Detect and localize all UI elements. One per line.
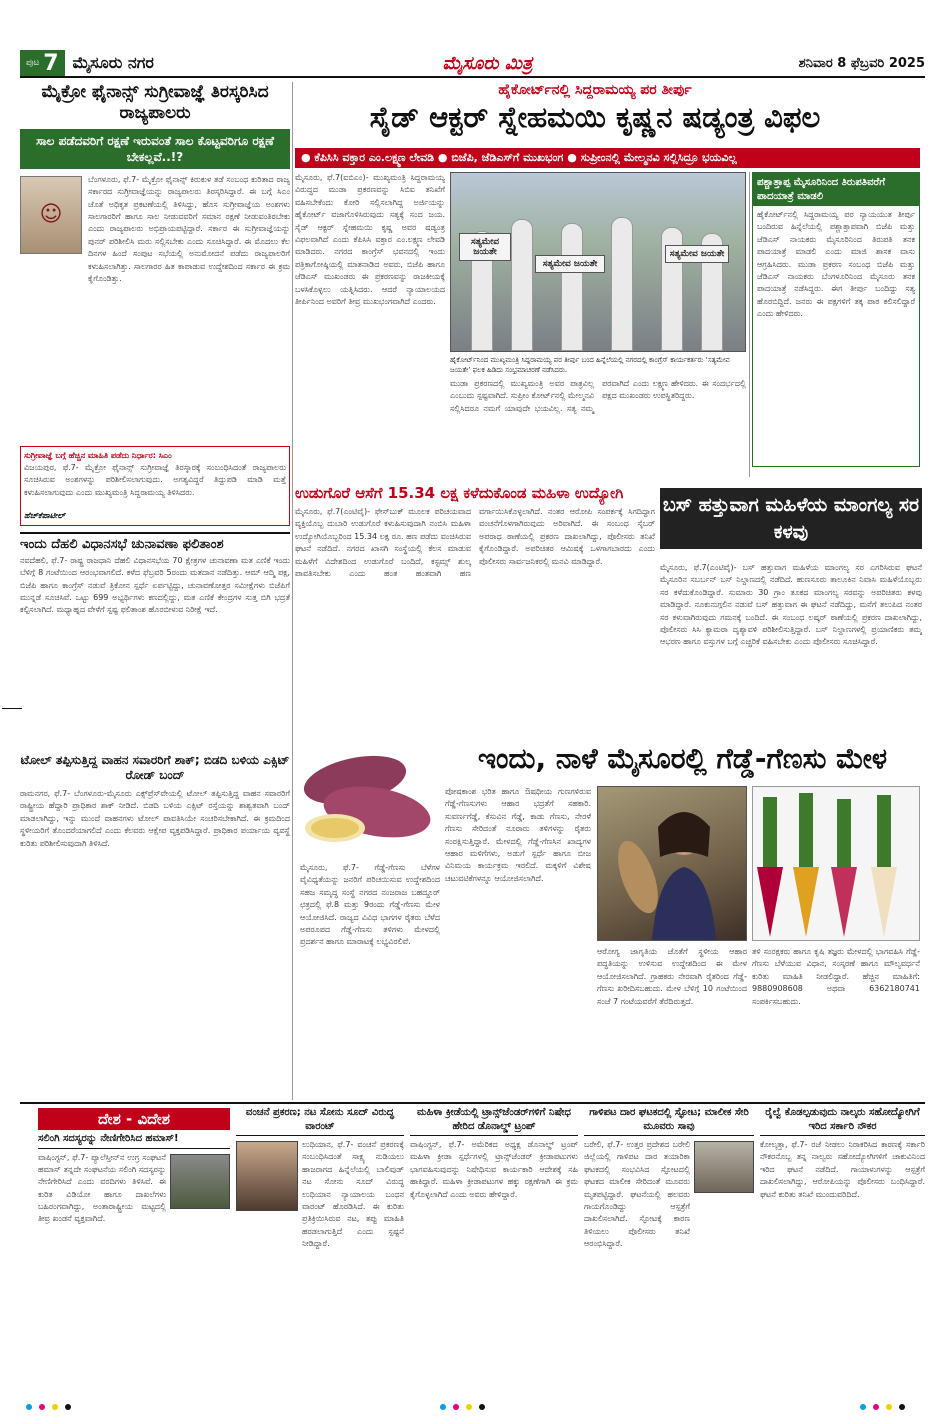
placard: ಸತ್ಯಮೇವ ಜಯತೇ [665, 245, 729, 263]
tuber-fair-column [300, 862, 440, 1094]
lead-kicker: ಹೈಕೋರ್ಟ್‌ನಲ್ಲಿ ಸಿದ್ದರಾಮಯ್ಯ ಪರ ತೀರ್ಪು [498, 82, 692, 98]
tuber-fair-body-2: ಪೋಷಕಾಂಶ ಭರಿತ ಹಾಗೂ ಔಷಧೀಯ ಗುಣಗಳಿರುವ ಗೆಡ್ಡೆ-ಗೆಣಸುಗಳು ಆಹಾರ ಭದ್ರತೆಗೆ ಸಹಕಾರಿ. ಸುವರ್ಣಗೆಡ್ಡೆ, ಕೆಸುವಿನ ಗೆಡ್ಡೆ, ಕಾಡು ಗೆಣಸು, ನೇರಳೆ ಗೆಣಸು ಸೇರಿದಂತೆ ನೂರಾರು ತಳಿಗಳನ್ನು ರೈತರು ಸಂರಕ್ಷಿಸುತ್ತಿದ್ದಾರೆ. ಮೇಳದಲ್ಲಿ ಗೆಡ್ಡೆ-ಗೆಣಸಿನ ಖಾದ್ಯಗಳ ಆಹಾರ ಮಳಿಗೆಗಳು, ಅಡುಗೆ ಸ್ಪರ್ಧೆ ಹಾಗೂ ಬೀಜ ವಿನಿಮಯ ಕಾರ್ಯಕ್ರಮ ಇರಲಿದೆ. ಮಕ್ಕಳಿಗೆ ವಿಶೇಷ ಚಟುವಟಿಕೆಗಳನ್ನೂ ಆಯೋಜಿಸಲಾಗಿದೆ. [445, 787, 591, 883]
chain-theft-body: ಮೈಸೂರು, ಫೆ.7(ಎಂಟಿವೈ)- ಬಸ್ ಹತ್ತುವಾಗ ಮಹಿಳೆಯ ಮಾಂಗಲ್ಯ ಸರ ಎಗರಿಸಿರುವ ಘಟನೆ ಮೈಸೂರಿನ ಸಬರ್ಬನ್ ಬಸ್ ನಿಲ್ದಾಣದಲ್ಲಿ ನಡೆದಿದೆ. ಹುಣಸೂರು ತಾಲೂಕಿನ ನಿವಾಸಿ ಮಹಿಳೆಯೊಬ್ಬರು ಸರ ಕಳೆದುಕೊಂಡಿದ್ದಾರೆ. ಸುಮಾರು 30 ಗ್ರಾಂ ತೂಕದ ಮಾಂಗಲ್ಯ ಸರವನ್ನು ಅಪರಿಚಿತರು ಕಳವು ಮಾಡಿದ್ದಾರೆ. ನೂಕುನುಗ್ಗಲಿನ ನಡುವೆ ಬಸ್ ಹತ್ತುವಾಗ ಈ ಘಟನೆ ನಡೆದಿದ್ದು, ಮನೆಗೆ ತಲುಪಿದ ನಂತರ ಸರ ಕಳುವಾಗಿರುವುದು ಗಮನಕ್ಕೆ ಬಂದಿದೆ. ಈ ಸಂಬಂಧ ಲಷ್ಕರ್ ಠಾಣೆಯಲ್ಲಿ ಪ್ರಕರಣ ದಾಖಲಾಗಿದ್ದು, ಪೊಲೀಸರು ಸಿಸಿ ಕ್ಯಾಮರಾ ದೃಶ್ಯಾವಳಿ ಪರಿಶೀಲಿಸುತ್ತಿದ್ದಾರೆ. ಬಸ್ ನಿಲ್ದಾಣಗಳಲ್ಲಿ ಪ್ರಯಾಣಿಕರು ತಮ್ಮ ಆಭರಣ ಹಾಗೂ ವಸ್ತುಗಳ ಬಗ್ಗೆ ಎಚ್ಚರಿಕೆ ವಹಿಸಬೇಕು ಎಂದು ಪೊಲೀಸರು ಸೂಚಿಸಿದ್ದಾರೆ. [660, 563, 922, 647]
black-dot [65, 1404, 71, 1410]
black-dot [479, 1404, 485, 1410]
blast-body: ಬರೇಲಿ, ಫೆ.7- ಉತ್ತರ ಪ್ರದೇಶದ ಬರೇಲಿ ಜಿಲ್ಲೆಯಲ್ಲಿ ಗಾಳಿಪಟ ದಾರ ತಯಾರಿಕಾ ಘಟಕದಲ್ಲಿ ಸಂಭವಿಸಿದ ಸ್ಫೋಟದಲ್ಲಿ ಘಟಕದ ಮಾಲೀಕ ಸೇರಿದಂತೆ ಮೂವರು ಮೃತಪಟ್ಟಿದ್ದಾರೆ. ಘಟನೆಯಲ್ಲಿ ಹಲವರು ಗಾಯಗೊಂಡಿದ್ದು ಆಸ್ಪತ್ರೆಗೆ ದಾಖಲಿಸಲಾಗಿದೆ. ಸ್ಫೋಟಕ್ಕೆ ಕಾರಣ ತಿಳಿಯಲು ಪೊಲೀಸರು ತನಿಖೆ ಆರಂಭಿಸಿದ್ದಾರೆ. [584, 1140, 690, 1249]
stabbing-body: ಕೋಲ್ಕತ್ತಾ, ಫೆ.7- ರಜೆ ನೀಡಲು ನಿರಾಕರಿಸಿದ ಕಾರಣಕ್ಕೆ ಸರ್ಕಾರಿ ನೌಕರನೊಬ್ಬ ತನ್ನ ನಾಲ್ವರು ಸಹೋದ್ಯೋಗಿಗಳಿಗೆ ಚಾಕುವಿನಿಂದ ಇರಿದ ಘಟನೆ ನಡೆದಿದೆ. ಗಾಯಾಳುಗಳನ್ನು ಆಸ್ಪತ್ರೆಗೆ ದಾಖಲಿಸಲಾಗಿದ್ದು, ಆರೋಪಿಯನ್ನು ಪೊಲೀಸರು ಬಂಧಿಸಿದ್ದಾರೆ. ಘಟನೆ ಕುರಿತು ತನಿಖೆ ಮುಂದುವರಿದಿದೆ. [760, 1140, 925, 1199]
left-column [20, 82, 290, 994]
beetroot-photo [752, 786, 920, 941]
protest-photo [450, 172, 746, 352]
section-name: ಮೈಸೂರು ನಗರ [72, 53, 154, 72]
padayatra-body: ಹೈಕೋರ್ಟ್‌ನಲ್ಲಿ ಸಿದ್ದರಾಮಯ್ಯ ಪರ ನ್ಯಾಯಯುತ ತೀರ್ಪು ಬಂದಿರುವ ಹಿನ್ನೆಲೆಯಲ್ಲಿ ಪಶ್ಚಾತ್ತಾಪವಾಗಿ ಬಿಜೆಪಿ ಮತ್ತು ಜೆಡಿಎಸ್ ನಾಯಕರು ಮೈಸೂರಿನಿಂದ ತಿರುಪತಿ ತನಕ ಪಾದಯಾತ್ರೆ ಮಾಡಲಿ ಎಂದು ಮಾಜಿ ಶಾಸಕ ವಾಸು ಆಗ್ರಹಿಸಿದರು. ಮುಡಾ ಪ್ರಕರಣ ಸಂಬಂಧ ಬಿಜೆಪಿ ಮತ್ತು ಜೆಡಿಎಸ್ ನಾಯಕರು ಬೆಂಗಳೂರಿನಿಂದ ಮೈಸೂರು ತನಕ ಪಾದಯಾತ್ರೆ ನಡೆಸಿದ್ದರು. ಈಗ ತೀರ್ಪು ಬಂದಿದ್ದು ಸತ್ಯ ಹೊರಬಿದ್ದಿದೆ. ಜನರು ಈ ಪಕ್ಷಗಳಿಗೆ ತಕ್ಕ ಪಾಠ ಕಲಿಸಲಿದ್ದಾರೆ ಎಂದು ಹೇಳಿದರು. [757, 210, 915, 319]
fraud-headline: ಉಡುಗೊರೆ ಆಸೆಗೆ 15.34 ಲಕ್ಷ ಕಳೆದುಕೊಂಡ ಮಹಿಳಾ ಉದ್ಯೋಗಿ [295, 484, 624, 502]
cm-reaction-head: ಸುಗ್ರೀವಾಜ್ಞೆ ಬಗ್ಗೆ ಹೆಚ್ಚಿನ ಮಾಹಿತಿ ಪಡೆದು ನಿರ್ಧಾರ: ಸಿಎಂ [24, 450, 172, 460]
photo-person [561, 223, 583, 351]
column-divider [292, 82, 293, 1100]
page-header [20, 50, 925, 78]
lead-strapline: ● ಕೆಪಿಸಿಸಿ ವಕ್ತಾರ ಎಂ.ಲಕ್ಷ್ಮಣ ಲೇವಡಿ ● ಬಿಜೆಪಿ, ಜೆಡಿಎಸ್‌ಗೆ ಮುಖಭಂಗ ● ಸುಪ್ರೀಂನಲ್ಲಿ ಮೇಲ್ಮನವಿ ಸಲ್ಲಿಸಿದ್ರೂ ಭಯವಿಲ್ಲ [295, 148, 920, 168]
sonu-sood-story [236, 1106, 404, 1379]
tuber-fair-column [597, 946, 747, 1096]
page-number-box [20, 50, 65, 76]
masthead: ಮೈಸೂರು ಮಿತ್ರ [442, 52, 533, 74]
cm-reaction-box [20, 446, 290, 526]
micro-finance-story [20, 174, 290, 442]
magenta-dot [873, 1404, 879, 1410]
registration-dots-right [860, 1404, 905, 1410]
cyan-dot [26, 1404, 32, 1410]
registration-dots-center [440, 1404, 485, 1410]
cyan-dot [440, 1404, 446, 1410]
yellow-dot [886, 1404, 892, 1410]
lead-body: ಮೈಸೂರು, ಫೆ.7(ಐಬಿಎಂ)- ಮುಖ್ಯಮಂತ್ರಿ ಸಿದ್ದರಾಮಯ್ಯ ವಿರುದ್ಧದ ಮುಡಾ ಪ್ರಕರಣವನ್ನು ಸಿಬಿಐ ತನಿಖೆಗೆ ವಹಿಸಬೇಕೆಂದು ಕೋರಿ ಸಲ್ಲಿಸಲಾಗಿದ್ದ ಅರ್ಜಿಯನ್ನು ಹೈಕೋರ್ಟ್ ವಜಾಗೊಳಿಸಿರುವುದು ಸತ್ಯಕ್ಕೆ ಸಂದ ಜಯ. ಸೈಡ್ ಆಕ್ಟರ್ ಸ್ನೇಹಮಯಿ ಕೃಷ್ಣ ಅವರ ಷಡ್ಯಂತ್ರ ವಿಫಲವಾಗಿದೆ ಎಂದು ಕೆಪಿಸಿಸಿ ವಕ್ತಾರ ಎಂ.ಲಕ್ಷ್ಮಣ ಲೇವಡಿ ಮಾಡಿದರು. ನಗರದ ಕಾಂಗ್ರೆಸ್ ಭವನದಲ್ಲಿ ಇಂದು ಪತ್ರಿಕಾಗೋಷ್ಠಿಯಲ್ಲಿ ಮಾತನಾಡಿದ ಅವರು, ಬಿಜೆಪಿ ಹಾಗೂ ಜೆಡಿಎಸ್ ಮುಖಂಡರು ಈ ಪ್ರಕರಣವನ್ನು ರಾಜಕೀಯಕ್ಕೆ ಬಳಸಿಕೊಳ್ಳಲು ಯತ್ನಿಸಿದರು. ಆದರೆ ನ್ಯಾಯಾಲಯದ ತೀರ್ಪಿನಿಂದ ಅವರಿಗೆ ತೀವ್ರ ಮುಖಭಂಗವಾಗಿದೆ ಎಂದರು. [295, 173, 445, 306]
black-dot [899, 1404, 905, 1410]
padayatra-headline: ಪಶ್ಚಾತ್ತಾಪ್ಪ ಮೈಸೂರಿನಿಂದ ತಿರುಪತಿವರೆಗೆ ಪಾದಯಾತ್ರೆ ಮಾಡಲಿ [753, 173, 919, 206]
placard: ಸತ್ಯಮೇವ ಜಯತೇ [535, 255, 605, 273]
tuber-fair-column [445, 786, 591, 1096]
column-divider [749, 172, 750, 477]
sonu-sood-body: ಲುಧಿಯಾನ, ಫೆ.7- ವಂಚನೆ ಪ್ರಕರಣಕ್ಕೆ ಸಂಬಂಧಿಸಿದಂತೆ ಸಾಕ್ಷ್ಯ ನುಡಿಯಲು ಹಾಜರಾಗದ ಹಿನ್ನೆಲೆಯಲ್ಲಿ ಬಾಲಿವುಡ್ ನಟ ಸೋನು ಸೂದ್ ವಿರುದ್ಧ ಲುಧಿಯಾನ ನ್ಯಾಯಾಲಯ ಬಂಧನ ವಾರಂಟ್ ಹೊರಡಿಸಿದೆ. ಈ ಕುರಿತು ಪ್ರತಿಕ್ರಿಯಿಸಿರುವ ನಟ, ತಪ್ಪು ಮಾಹಿತಿ ಹರಡಲಾಗುತ್ತಿದೆ ಎಂದು ಸ್ಪಷ್ಟನೆ ನೀಡಿದ್ದಾರೆ. [302, 1140, 404, 1249]
yellow-dot [466, 1404, 472, 1410]
lead-continuation [450, 378, 746, 478]
woman-with-tuber-photo [597, 786, 747, 941]
lead-headline: ಸೈಡ್ ಆಕ್ಟರ್ ಸ್ನೇಹಮಯಿ ಕೃಷ್ಣನ ಷಡ್ಯಂತ್ರ ವಿಫಲ [369, 100, 821, 134]
hamas-body: ವಾಷಿಂಗ್ಟನ್, ಫೆ.7- ಪ್ಯಾಲೆಸ್ತೀನ್‌ನ ಉಗ್ರ ಸಂಘಟನೆ ಹಮಾಸ್ ತನ್ನದೇ ಸಂಘಟನೆಯ ಸಲಿಂಗಿ ಸದಸ್ಯರನ್ನು ನೇಣಿಗೇರಿಸಿದೆ ಎಂದು ವರದಿಗಳು ತಿಳಿಸಿವೆ. ಈ ಕುರಿತ ವಿಡಿಯೋ ಹಾಗೂ ದಾಖಲೆಗಳು ಬಹಿರಂಗವಾಗಿದ್ದು, ಅಂತಾರಾಷ್ಟ್ರೀಯ ಮಟ್ಟದಲ್ಲಿ ತೀವ್ರ ಖಂಡನೆ ವ್ಯಕ್ತವಾಗಿದೆ. [38, 1152, 166, 1224]
padayatra-sidebox [752, 172, 920, 467]
section-rule [20, 1102, 925, 1104]
delhi-results-body: ನವದೆಹಲಿ, ಫೆ.7- ರಾಷ್ಟ್ರ ರಾಜಧಾನಿ ದೆಹಲಿ ವಿಧಾನಸಭೆಯ 70 ಕ್ಷೇತ್ರಗಳ ಚುನಾವಣಾ ಮತ ಎಣಿಕೆ ಇಂದು ಬೆಳಿಗ್ಗೆ 8 ಗಂಟೆಯಿಂದ ಆರಂಭವಾಗಲಿದೆ. ಕಳೆದ ಫೆಬ್ರವರಿ 5ರಂದು ಮತದಾನ ನಡೆದಿತ್ತು. ಆಮ್ ಆದ್ಮಿ ಪಕ್ಷ, ಬಿಜೆಪಿ ಹಾಗೂ ಕಾಂಗ್ರೆಸ್ ನಡುವೆ ತ್ರಿಕೋನ ಸ್ಪರ್ಧೆ ಏರ್ಪಟ್ಟಿದ್ದು, ಚುನಾವಣೋತ್ತರ ಸಮೀಕ್ಷೆಗಳು ಬಿಜೆಪಿಗೆ ಮುನ್ನಡೆ ಸೂಚಿಸಿವೆ. ಒಟ್ಟು 699 ಅಭ್ಯರ್ಥಿಗಳು ಕಣದಲ್ಲಿದ್ದು, ಮತ ಎಣಿಕೆ ಕೇಂದ್ರಗಳ ಸುತ್ತ ಬಿಗಿ ಭದ್ರತೆ ಕಲ್ಪಿಸಲಾಗಿದೆ. ಮಧ್ಯಾಹ್ನದ ವೇಳೆಗೆ ಸ್ಪಷ್ಟ ಫಲಿತಾಂಶ ಹೊರಬೀಳುವ ನಿರೀಕ್ಷೆ ಇದೆ. [20, 555, 290, 615]
trump-body: ವಾಷಿಂಗ್ಟನ್, ಫೆ.7- ಅಮೆರಿಕದ ಅಧ್ಯಕ್ಷ ಡೊನಾಲ್ಡ್ ಟ್ರಂಪ್ ಮಹಿಳಾ ಕ್ರೀಡಾ ಸ್ಪರ್ಧೆಗಳಲ್ಲಿ ಟ್ರಾನ್ಸ್‌ಜೆಂಡರ್ ಕ್ರೀಡಾಪಟುಗಳು ಭಾಗವಹಿಸುವುದನ್ನು ನಿಷೇಧಿಸುವ ಕಾರ್ಯಕಾರಿ ಆದೇಶಕ್ಕೆ ಸಹಿ ಹಾಕಿದ್ದಾರೆ. ಮಹಿಳಾ ಕ್ರೀಡಾಪಟುಗಳ ಹಕ್ಕು ರಕ್ಷಣೆಗಾಗಿ ಈ ಕ್ರಮ ಕೈಗೊಳ್ಳಲಾಗಿದೆ ಎಂದು ಅವರು ಹೇಳಿದ್ದಾರೆ. [410, 1140, 578, 1199]
page-label: ಪುಟ [26, 58, 40, 68]
hamas-photo [170, 1154, 230, 1209]
tuber-fair-headline: ಇಂದು, ನಾಳೆ ಮೈಸೂರಲ್ಲಿ ಗೆಡ್ಡೆ-ಗೆಣಸು ಮೇಳ [477, 742, 888, 775]
toll-body: ರಾಮನಗರ, ಫೆ.7- ಬೆಂಗಳೂರು-ಮೈಸೂರು ಎಕ್ಸ್‌ಪ್ರೆಸ್‌ವೇಯಲ್ಲಿ ಟೋಲ್ ತಪ್ಪಿಸುತ್ತಿದ್ದ ವಾಹನ ಸವಾರರಿಗೆ ರಾಷ್ಟ್ರೀಯ ಹೆದ್ದಾರಿ ಪ್ರಾಧಿಕಾರ ಶಾಕ್ ನೀಡಿದೆ. ಬಿಡದಿ ಬಳಿಯ ಎಕ್ಸಿಟ್ ರಸ್ತೆಯನ್ನು ಶಾಶ್ವತವಾಗಿ ಬಂದ್ ಮಾಡಲಾಗಿದ್ದು, ಇನ್ನು ಮುಂದೆ ವಾಹನಗಳು ಟೋಲ್ ಪಾವತಿಸಿಯೇ ಸಂಚರಿಸಬೇಕಾಗಿದೆ. ಈ ಕ್ರಮದಿಂದ ಸ್ಥಳೀಯರಿಗೆ ತೊಂದರೆಯಾಗಲಿದೆ ಎಂದು ಕೆಲವರು ಆಕ್ಷೇಪ ವ್ಯಕ್ತಪಡಿಸಿದ್ದಾರೆ. ಪ್ರಾಧಿಕಾರ ಪರ್ಯಾಯ ವ್ಯವಸ್ಥೆ ಕುರಿತು ಪರಿಶೀಲಿಸುವುದಾಗಿ ತಿಳಿಸಿದೆ. [20, 789, 290, 848]
lead-continuation-body: ಮುಡಾ ಪ್ರಕರಣದಲ್ಲಿ ಮುಖ್ಯಮಂತ್ರಿ ಅವರ ಪಾತ್ರವಿಲ್ಲ ಎಂಬುದು ಸ್ಪಷ್ಟವಾಗಿದೆ. ಸುಪ್ರೀಂ ಕೋರ್ಟ್‌ನಲ್ಲಿ ಮೇಲ್ಮನವಿ ಸಲ್ಲಿಸಿದರೂ ನಮಗೆ ಯಾವುದೇ ಭಯವಿಲ್ಲ. ಸತ್ಯ ನಮ್ಮ ಪರವಾಗಿದೆ ಎಂದು ಲಕ್ಷ್ಮಣ ಹೇಳಿದರು. ಈ ಸಂದರ್ಭದಲ್ಲಿ ಪಕ್ಷದ ಮುಖಂಡರು ಉಪಸ್ಥಿತರಿದ್ದರು. [450, 379, 746, 413]
chain-theft-story [660, 562, 922, 734]
fraud-story [295, 506, 655, 732]
stabbing-story [760, 1106, 925, 1389]
trump-story [410, 1106, 578, 1389]
issue-date: ಶನಿವಾರ 8 ಫೆಬ್ರವರಿ 2025 [798, 55, 925, 71]
delhi-results-headline: ಇಂದು ದೆಹಲಿ ವಿಧಾನಸಭೆ ಚುನಾವಣಾ ಫಲಿತಾಂಶ [20, 532, 290, 552]
governor-photo: ☺ [20, 176, 82, 254]
blast-story [584, 1106, 754, 1389]
magenta-dot [39, 1404, 45, 1410]
micro-finance-body: ಬೆಂಗಳೂರು, ಫೆ.7- ಮೈಕ್ರೋ ಫೈನಾನ್ಸ್ ಕಿರುಕುಳ ತಡೆ ಸಂಬಂಧ ಕುರಿತಾದ ರಾಜ್ಯ ಸರ್ಕಾರದ ಸುಗ್ರೀವಾಜ್ಞೆಯನ್ನು ರಾಜ್ಯಪಾಲರು ತಿರಸ್ಕರಿಸಿದ್ದಾರೆ. ಈ ಬಗ್ಗೆ ಸಿಎಂ ಜೊತೆ ಅಧಿಕೃತ ಪ್ರಕಟಣೆಯಲ್ಲಿ ತಿಳಿಸಿದ್ದು, ಹೊಸ ಸುಗ್ರೀವಾಜ್ಞೆಯ ಅಂಶಗಳು ಸಾಲಗಾರರಿಗೆ ಹಾಗೂ ಸಾಲ ನೀಡುವವರಿಗೆ ಸಮಾನ ರಕ್ಷಣೆ ನೀಡುವಂತಿರಬೇಕು ಎಂದು ರಾಜ್ಯಪಾಲರು ಅಭಿಪ್ರಾಯಪಟ್ಟಿದ್ದಾರೆ. ಸರ್ಕಾರ ಈ ಸುಗ್ರೀವಾಜ್ಞೆಯನ್ನು ಪುನರ್ ಪರಿಶೀಲಿಸಿ ಮರು ಸಲ್ಲಿಸಬೇಕು ಎಂದು ಸೂಚಿಸಿದ್ದಾರೆ. ಈ ಮೊದಲು ಕೆಲ ದಿನಗಳ ಹಿಂದೆ ಸಂಪುಟ ಸಭೆಯಲ್ಲಿ ಅನುಮೋದನೆ ಪಡೆದು ರಾಜ್ಯಪಾಲರಿಗೆ ಕಳುಹಿಸಲಾಗಿತ್ತು. ಸಾಲಗಾರರ ಹಿತ ಕಾಪಾಡುವ ಉದ್ದೇಶದಿಂದ ಸರ್ಕಾರ ಈ ಕ್ರಮ ಕೈಗೊಂಡಿತ್ತು. [88, 174, 290, 283]
blast-photo [694, 1141, 754, 1193]
tuber-fair-body-1: ಮೈಸೂರು, ಫೆ.7- ಗೆಡ್ಡೆ-ಗೆಣಸು ಬೆಳೆಗಳ ವೈವಿಧ್ಯತೆಯನ್ನು ಜನರಿಗೆ ಪರಿಚಯಿಸುವ ಉದ್ದೇಶದಿಂದ ಸಹಜ ಸಮೃದ್ಧ ಸಂಸ್ಥೆ ನಗರದ ನಂಜರಾಜ ಬಹದ್ದೂರ್ ಛತ್ರದಲ್ಲಿ ಫೆ.8 ಮತ್ತು 9ರಂದು ಗೆಡ್ಡೆ-ಗೆಣಸು ಮೇಳ ಆಯೋಜಿಸಿದೆ. ರಾಜ್ಯದ ವಿವಿಧ ಭಾಗಗಳ ರೈತರು ಬೆಳೆದ ಅಪರೂಪದ ಗೆಡ್ಡೆ-ಗೆಣಸು ತಳಿಗಳು ಮೇಳದಲ್ಲಿ ಪ್ರದರ್ಶನ ಹಾಗೂ ಮಾರಾಟಕ್ಕೆ ಲಭ್ಯವಿರಲಿವೆ. [300, 863, 440, 947]
hamas-story [38, 1132, 230, 1372]
cm-reaction-body: ವಿಜಯಪುರ, ಫೆ.7- ಮೈಕ್ರೋ ಫೈನಾನ್ಸ್ ಸುಗ್ರೀವಾಜ್ಞೆ ತಿರಸ್ಕಾರಕ್ಕೆ ಸಂಬಂಧಿಸಿದಂತೆ ರಾಜ್ಯಪಾಲರು ಸೂಚಿಸಿರುವ ಅಂಶಗಳನ್ನು ಪರಿಶೀಲಿಸಲಾಗುವುದು. ಅಗತ್ಯವಿದ್ದರೆ ತಿದ್ದುಪಡಿ ಮಾಡಿ ಮತ್ತೆ ಕಳುಹಿಸಲಾಗುವುದು ಎಂದು ಮುಖ್ಯಮಂತ್ರಿ ಸಿದ್ದರಾಮಯ್ಯ ತಿಳಿಸಿದರು. [24, 462, 286, 497]
woman-with-tuber-drawing [598, 787, 746, 940]
credit-tag: ಹೆಚ್‌ಕೆಪಾಟೀಲ್ [24, 510, 66, 520]
beetroot-drawing [753, 787, 919, 940]
sonu-sood-photo [236, 1141, 298, 1211]
blast-headline: ಗಾಳಿಪಟ ದಾರ ಘಟಕದಲ್ಲಿ ಸ್ಫೋಟ; ಮಾಲೀಕ ಸೇರಿ ಮೂವರು ಸಾವು [584, 1106, 754, 1136]
sweet-potato-image [295, 740, 435, 850]
photo-person [611, 217, 633, 351]
trump-headline: ಮಹಿಳಾ ಕ್ರೀಡೆಯಲ್ಲಿ ಟ್ರಾನ್ಸ್‌ಜೆಂಡರ್‌ಗಳಿಗೆ ನಿಷೇಧ ಹೇರಿದ ಡೊನಾಲ್ಡ್ ಟ್ರಂಪ್ [410, 1106, 578, 1136]
fraud-body: ಮೈಸೂರು, ಫೆ.7(ಎಂಟಿವೈ)- ಫೇಸ್‌ಬುಕ್ ಮೂಲಕ ಪರಿಚಯವಾದ ವ್ಯಕ್ತಿಯೊಬ್ಬ ದುಬಾರಿ ಉಡುಗೊರೆ ಕಳುಹಿಸುವುದಾಗಿ ನಂಬಿಸಿ ಮಹಿಳಾ ಉದ್ಯೋಗಿಯೊಬ್ಬರಿಂದ 15.34 ಲಕ್ಷ ರೂ. ಹಣ ಪಡೆದು ವಂಚಿಸಿರುವ ಘಟನೆ ನಡೆದಿದೆ. ನಗರದ ಖಾಸಗಿ ಸಂಸ್ಥೆಯಲ್ಲಿ ಕೆಲಸ ಮಾಡುವ ಮಹಿಳೆಗೆ ವಿದೇಶದಿಂದ ಉಡುಗೊರೆ ಬಂದಿದೆ, ಕಸ್ಟಮ್ಸ್ ಶುಲ್ಕ ಪಾವತಿಸಬೇಕು ಎಂದು ಹಂತ ಹಂತವಾಗಿ ಹಣ ವರ್ಗಾಯಿಸಿಕೊಳ್ಳಲಾಗಿದೆ. ನಂತರ ಆರೋಪಿ ಸಂಪರ್ಕಕ್ಕೆ ಸಿಗದಿದ್ದಾಗ ವಂಚನೆಗೊಳಗಾಗಿರುವುದು ಅರಿವಾಗಿದೆ. ಈ ಸಂಬಂಧ ಸೈಬರ್ ಅಪರಾಧ ಠಾಣೆಯಲ್ಲಿ ಪ್ರಕರಣ ದಾಖಲಾಗಿದ್ದು, ಪೊಲೀಸರು ತನಿಖೆ ಕೈಗೊಂಡಿದ್ದಾರೆ. ಅಪರಿಚಿತರ ಆಮಿಷಕ್ಕೆ ಒಳಗಾಗಬಾರದು ಎಂದು ಪೊಲೀಸರು ಸಾರ್ವಜನಿಕರಲ್ಲಿ ಮನವಿ ಮಾಡಿದ್ದಾರೆ. [295, 507, 655, 578]
crop-mark [2, 708, 22, 709]
magenta-dot [453, 1404, 459, 1410]
photo-person [511, 219, 533, 351]
stabbing-headline: ರೈಲ್ವೆ ಕೊಡಲ್ಪಡುವುದು ನಾಲ್ಕರು ಸಹೋದ್ಯೋಗಿಗೆ ಇರಿದ ಸರ್ಕಾರಿ ನೌಕರ [760, 1106, 925, 1136]
toll-headline: ಟೋಲ್ ತಪ್ಪಿಸುತ್ತಿದ್ದ ವಾಹನ ಸವಾರರಿಗೆ ಶಾಕ್; ಬಿಡದಿ ಬಳಿಯ ಎಕ್ಸಿಟ್ ರೋಡ್ ಬಂದ್ [20, 752, 290, 783]
tuber-fair-body-4: ತಳಿ ಸಂರಕ್ಷಕರು ಹಾಗೂ ಕೃಷಿ ತಜ್ಞರು ಮೇಳದಲ್ಲಿ ಭಾಗವಹಿಸಿ ಗೆಡ್ಡೆ-ಗೆಣಸು ಬೆಳೆಯುವ ವಿಧಾನ, ಸಂಸ್ಕರಣೆ ಹಾಗೂ ಮೌಲ್ಯವರ್ಧನೆ ಕುರಿತು ಮಾಹಿತಿ ನೀಡಲಿದ್ದಾರೆ. ಹೆಚ್ಚಿನ ಮಾಹಿತಿಗೆ: 9880908608 ಅಥವಾ 6362180741 ಸಂಪರ್ಕಿಸಬಹುದು. [752, 947, 920, 1006]
micro-finance-subhead: ಸಾಲ ಪಡೆದವರಿಗೆ ರಕ್ಷಣೆ ಇರುವಂತೆ ಸಾಲ ಕೊಟ್ಟವರಿಗೂ ರಕ್ಷಣೆ ಬೇಕಲ್ಲವೆ..!? [20, 129, 290, 169]
micro-finance-headline: ಮೈಕ್ರೋ ಫೈನಾನ್ಸ್ ಸುಗ್ರೀವಾಜ್ಞೆ ತಿರಸ್ಕರಿಸಿದ ರಾಜ್ಯಪಾಲರು [41, 82, 269, 124]
cyan-dot [860, 1404, 866, 1410]
photo-caption: ಹೈಕೋರ್ಟ್‌ನಿಂದ ಮುಖ್ಯಮಂತ್ರಿ ಸಿದ್ದರಾಮಯ್ಯ ಪರ ತೀರ್ಪು ಬಂದ ಹಿನ್ನೆಲೆಯಲ್ಲಿ ನಗರದಲ್ಲಿ ಕಾಂಗ್ರೆಸ್ ಕಾರ್ಯಕರ್ತರು ‘ಸತ್ಯಮೇವ ಜಯತೇ’ ಫಲಕ ಹಿಡಿದು ಸಂಭ್ರಮಾಚರಣೆ ನಡೆಸಿದರು. [450, 356, 730, 374]
national-international-section: ದೇಶ - ವಿದೇಶ [38, 1108, 230, 1130]
placard: ಸತ್ಯಮೇವ ಜಯತೇ [459, 233, 511, 261]
yellow-dot [52, 1404, 58, 1410]
page-number: 7 [43, 50, 59, 76]
hamas-headline: ಸಲಿಂಗಿ ಸದಸ್ಯರನ್ನು ನೇಣಿಗೇರಿಸಿದ ಹಮಾಸ್! [38, 1132, 230, 1149]
tuber-fair-column [752, 946, 920, 1096]
tuber-fair-body-3: ಆರೋಗ್ಯ ಜಾಗೃತಿಯ ಜೊತೆಗೆ ಸ್ಥಳೀಯ ಆಹಾರ ಪದ್ಧತಿಯನ್ನು ಉಳಿಸುವ ಉದ್ದೇಶದಿಂದ ಈ ಮೇಳ ಆಯೋಜಿಸಲಾಗಿದೆ. ಗ್ರಾಹಕರು ನೇರವಾಗಿ ರೈತರಿಂದ ಗೆಡ್ಡೆ-ಗೆಣಸು ಖರೀದಿಸಬಹುದು. ಮೇಳ ಬೆಳಿಗ್ಗೆ 10 ಗಂಟೆಯಿಂದ ಸಂಜೆ 7 ಗಂಟೆಯವರೆಗೆ ತೆರೆದಿರುತ್ತದೆ. [597, 947, 747, 1006]
lead-body-column [295, 172, 445, 477]
registration-dots-left [26, 1404, 71, 1410]
sonu-sood-headline: ವಂಚನೆ ಪ್ರಕರಣ; ನಟ ಸೋನು ಸೂದ್ ವಿರುದ್ಧ ವಾರಂಟ್ [236, 1106, 404, 1136]
chain-theft-headline: ಬಸ್ ಹತ್ತುವಾಗ ಮಹಿಳೆಯ ಮಾಂಗಲ್ಯ ಸರ ಕಳವು [660, 488, 922, 549]
